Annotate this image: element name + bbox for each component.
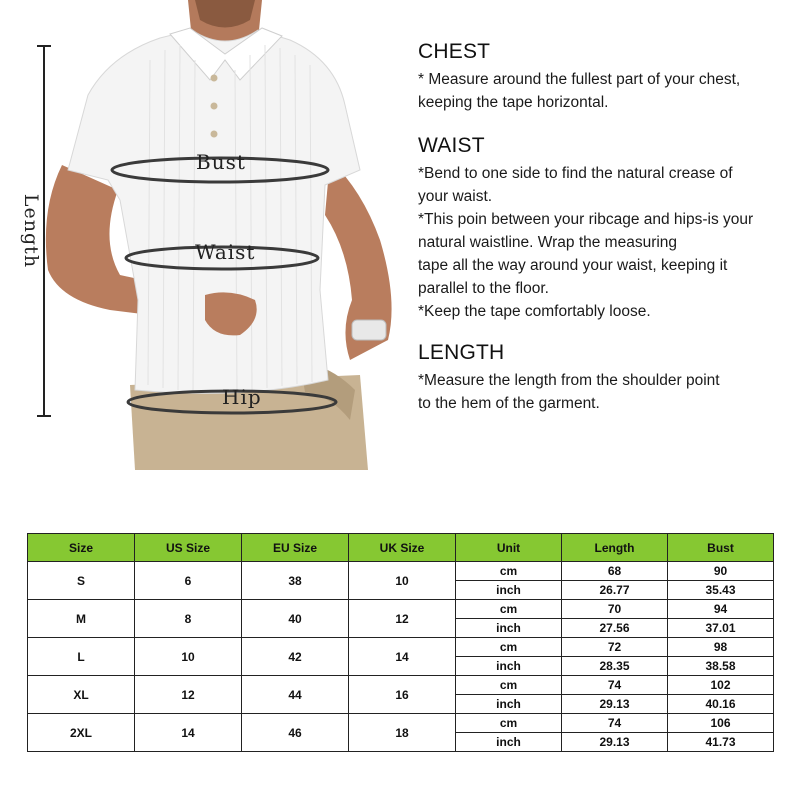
cell-size: S [28,562,135,600]
section-text: your waist. [418,188,493,205]
cell-eu-size: 42 [242,638,349,676]
cell-bust: 106 [668,714,774,733]
cell-unit: cm [456,714,562,733]
model-watch [352,320,386,340]
header-us-size: US Size [135,534,242,562]
cell-uk-size: 10 [349,562,456,600]
cell-length: 74 [562,714,668,733]
header-unit: Unit [456,534,562,562]
cell-unit: cm [456,562,562,581]
cell-uk-size: 14 [349,638,456,676]
cell-uk-size: 18 [349,714,456,752]
model-figure [0,0,410,470]
section-title: WAIST [418,134,485,157]
header-bust: Bust [668,534,774,562]
section-text: tape all the way around your waist, keeping it [418,257,728,274]
cell-unit: inch [456,695,562,714]
cell-length: 68 [562,562,668,581]
shirt-button [211,131,218,138]
section-text: parallel to the floor. [418,280,549,297]
cell-length: 27.56 [562,619,668,638]
cell-length: 28.35 [562,657,668,676]
cell-uk-size: 16 [349,676,456,714]
cell-us-size: 10 [135,638,242,676]
cell-eu-size: 46 [242,714,349,752]
bust-label: Bust [196,150,246,174]
cell-bust: 98 [668,638,774,657]
model-illustration [0,0,410,470]
shirt-button [211,103,218,110]
cell-us-size: 12 [135,676,242,714]
cell-size: XL [28,676,135,714]
cell-size: 2XL [28,714,135,752]
cell-us-size: 14 [135,714,242,752]
cell-unit: inch [456,581,562,600]
section-text: *Bend to one side to find the natural crease of [418,165,733,182]
cell-bust: 41.73 [668,733,774,752]
length-measure-cap-bottom [37,415,51,417]
cell-bust: 94 [668,600,774,619]
length-section [418,341,798,415]
header-size: Size [28,534,135,562]
chest-section [418,40,798,114]
header-length: Length [562,534,668,562]
hip-label: Hip [222,385,262,409]
cell-us-size: 8 [135,600,242,638]
cell-length: 72 [562,638,668,657]
cell-bust: 35.43 [668,581,774,600]
header-uk-size: UK Size [349,534,456,562]
cell-size: M [28,600,135,638]
table-row [28,714,774,733]
waist-label: Waist [195,240,256,264]
cell-length: 29.13 [562,695,668,714]
length-measure-bar [43,46,45,416]
length-measure-cap-top [37,45,51,47]
table-row [28,562,774,581]
cell-size: L [28,638,135,676]
measurement-instructions [418,40,798,427]
table-row [28,676,774,695]
cell-eu-size: 40 [242,600,349,638]
table-header-row [28,534,774,562]
cell-bust: 40.16 [668,695,774,714]
section-text: *Keep the tape comfortably loose. [418,303,651,320]
cell-length: 26.77 [562,581,668,600]
cell-bust: 38.58 [668,657,774,676]
section-text: natural waistline. Wrap the measuring [418,234,678,251]
cell-length: 29.13 [562,733,668,752]
waist-section [418,134,798,323]
section-text: * Measure around the fullest part of your chest, [418,71,741,88]
section-text: *Measure the length from the shoulder point [418,372,720,389]
table-row [28,638,774,657]
cell-eu-size: 38 [242,562,349,600]
cell-length: 70 [562,600,668,619]
shirt-button [211,75,218,82]
section-text: to the hem of the garment. [418,395,600,412]
cell-length: 74 [562,676,668,695]
section-title: CHEST [418,40,491,63]
cell-unit: cm [456,638,562,657]
section-text: *This poin between your ribcage and hips-is your [418,211,754,228]
cell-uk-size: 12 [349,600,456,638]
length-label: Length [20,193,42,269]
cell-bust: 90 [668,562,774,581]
cell-eu-size: 44 [242,676,349,714]
cell-bust: 37.01 [668,619,774,638]
section-title: LENGTH [418,341,505,364]
table-row [28,600,774,619]
cell-unit: inch [456,657,562,676]
cell-unit: cm [456,676,562,695]
cell-bust: 102 [668,676,774,695]
cell-us-size: 6 [135,562,242,600]
section-text: keeping the tape horizontal. [418,94,609,111]
cell-unit: cm [456,600,562,619]
header-eu-size: EU Size [242,534,349,562]
size-chart-table [27,533,774,752]
cell-unit: inch [456,619,562,638]
cell-unit: inch [456,733,562,752]
